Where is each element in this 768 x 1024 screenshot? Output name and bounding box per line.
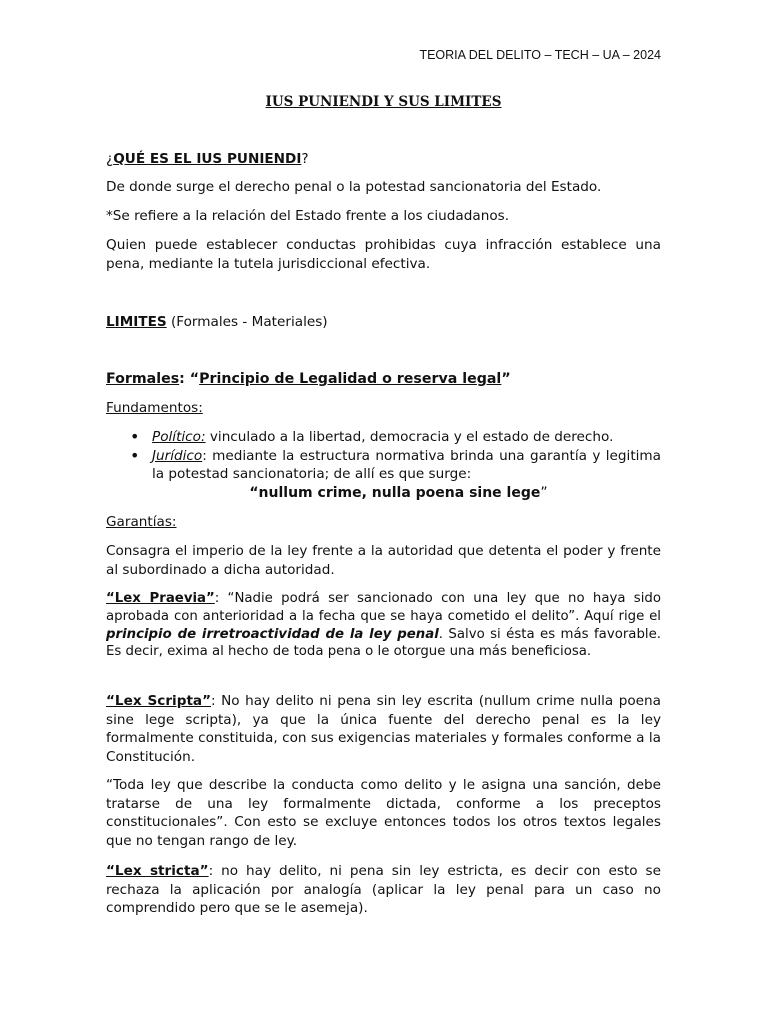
page-header: TEORIA DEL DELITO – TECH – UA – 2024 bbox=[419, 48, 661, 62]
maxim-close: ” bbox=[540, 485, 548, 501]
bullet-label-juridico: Jurídico bbox=[152, 447, 203, 464]
fundamentos-label: Fundamentos: bbox=[106, 400, 203, 416]
bullet-label-politico: Político: bbox=[152, 429, 206, 445]
paragraph-conductas: Quien puede establecer conductas prohibidas cuya infracción establece una pena, mediante la tutela jurisdiccional efectiva. bbox=[106, 237, 661, 272]
question-open: ¿ bbox=[106, 151, 114, 167]
list-item bbox=[106, 428, 661, 447]
paragraph-lex-stricta bbox=[106, 862, 661, 918]
lex-praevia-text-end: . Salvo si ésta es más favorable. Es decir, exima al hecho de toda pena o le otorgue una más beneficiosa. bbox=[106, 626, 661, 660]
question-label: QUÉ ES EL IUS PUNIENDI bbox=[113, 151, 302, 167]
formales-colon: : “ bbox=[179, 371, 200, 387]
irretroactividad-principle: principio de irretroactividad de la ley penal bbox=[106, 626, 439, 642]
maxim-text: “nullum crime, nulla poena sine lege bbox=[249, 485, 541, 501]
fundamentos-list bbox=[106, 428, 661, 484]
lex-scripta-text: : No hay delito ni pena sin ley escrita (nullum crime nulla poena sine lege scripta), ya que la única fuente del derecho penal es la ley formalmente constituida, con sus exigencias materiales y formales conforme a la Constitución. bbox=[106, 693, 661, 765]
lex-stricta-label: “Lex stricta” bbox=[106, 863, 209, 879]
paragraph-toda-ley: “Toda ley que describe la conducta como delito y le asigna una sanción, debe tratarse de una ley formalmente dictada, conforme a los preceptos constitucionales”. Con esto se excluye entonces todos los otros textos legales que no tengan rango de ley. bbox=[106, 777, 661, 849]
question-heading bbox=[106, 150, 661, 169]
lex-praevia-text: : “Nadie podrá ser sancionado con una ley que no haya sido aprobada con anterioridad a la fecha que se haya cometido el delito”. Aquí rige el bbox=[106, 591, 662, 624]
formales-heading bbox=[106, 370, 661, 389]
lex-scripta-label: “Lex Scripta” bbox=[106, 693, 212, 709]
question-close: ? bbox=[301, 151, 309, 167]
limites-label: LIMITES bbox=[106, 314, 167, 330]
paragraph-lex-scripta bbox=[106, 692, 661, 766]
principio-legalidad: Principio de Legalidad o reserva legal bbox=[199, 371, 502, 387]
lex-praevia-label: “Lex Praevia” bbox=[106, 591, 215, 606]
paragraph-lex-praevia bbox=[106, 590, 661, 661]
maxim-line bbox=[106, 484, 661, 503]
paragraph-relation: *Se refiere a la relación del Estado frente a los ciudadanos. bbox=[106, 208, 510, 224]
limites-heading bbox=[106, 313, 661, 332]
formales-close: ” bbox=[501, 371, 511, 387]
lex-stricta-text: : no hay delito, ni pena sin ley estricta, es decir con esto se rechaza la aplicación por analogía (aplicar la ley penal para un caso no comprendido pero que se le asemeja). bbox=[106, 863, 662, 917]
bullet-text-politico: vinculado a la libertad, democracia y el estado de derecho. bbox=[205, 429, 614, 445]
paragraph-origin: De donde surge el derecho penal o la potestad sancionatoria del Estado. bbox=[106, 179, 602, 195]
list-item bbox=[106, 447, 661, 484]
limites-rest: (Formales - Materiales) bbox=[166, 314, 328, 330]
document-title: IUS PUNIENDI Y SUS LIMITES bbox=[265, 94, 502, 110]
formales-label: Formales bbox=[106, 371, 180, 387]
paragraph-garantias: Consagra el imperio de la ley frente a la autoridad que detenta el poder y frente al subordinado a dicha autoridad. bbox=[106, 543, 661, 578]
garantias-label: Garantías: bbox=[106, 514, 177, 530]
bullet-text-juridico: : mediante la estructura normativa brinda una garantía y legitima la potestad sancionatoria; de allí es que surge: bbox=[152, 447, 661, 483]
